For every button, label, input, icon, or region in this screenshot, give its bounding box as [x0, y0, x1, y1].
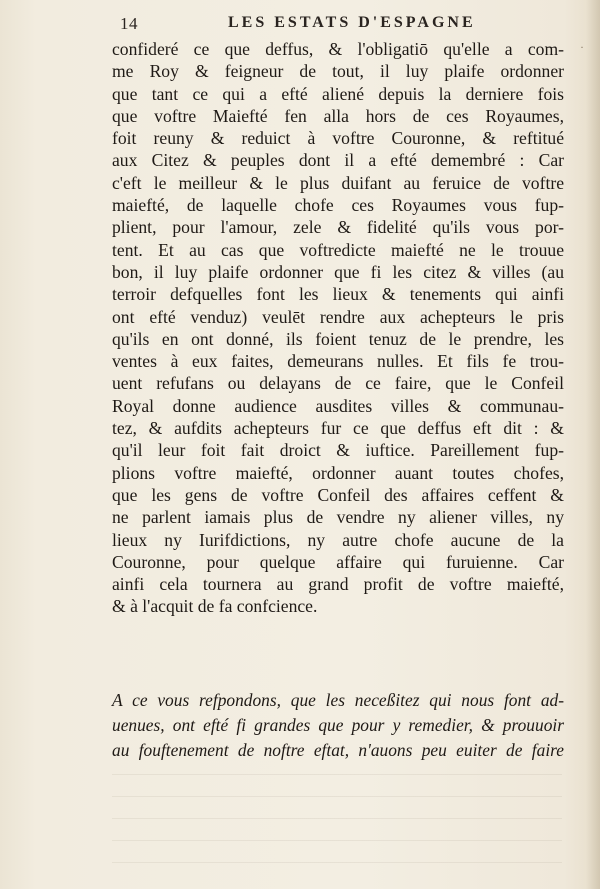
text-line: plions voftre maiefté, ordonner auant toutes chofes, — [112, 462, 564, 483]
text-line: tent. Et au cas que voftredicte maiefté ne le trouue — [112, 239, 564, 260]
text-line: c'eft le meilleur & le plus duifant au feruice de voftre — [112, 172, 564, 193]
text-line: que tant ce qui a efté aliené depuis la derniere fois — [112, 83, 564, 104]
margin-mark: · — [580, 40, 584, 54]
text-line: maiefté, de laquelle chofe ces Royaumes vous fup- — [112, 195, 564, 216]
running-head: LES ESTATS D'ESPAGNE — [228, 14, 476, 31]
text-line: me Roy & feigneur de tout, il luy plaife ordonner — [112, 61, 564, 82]
text-line: lieux ny Iurifdictions, ny autre chofe aucune de la — [112, 529, 564, 550]
text-line: foit reuny & reduict à voftre Couronne, & reftitué — [112, 128, 564, 149]
italic-text-line: A ce vous refpondons, que les neceßitez qui nous font ad- — [112, 690, 564, 710]
text-line: uent refufans ou delayans de ce faire, que le Confeil — [112, 373, 564, 394]
text-line: bon, il luy plaife ordonner que fi les citez & villes (au — [112, 261, 564, 282]
text-line: & à l'acquit de fa confcience. — [112, 596, 318, 617]
italic-text-line: au fouftenement de noftre eftat, n'auons peu euiter de faire — [112, 740, 564, 760]
text-line: ont efté venduz) veulēt rendre aux achepteurs le pris — [112, 306, 564, 327]
body-paragraph — [112, 38, 564, 618]
text-line: que voftre Maiefté fen alla hors de ces Royaumes, — [112, 105, 564, 126]
text-line: ne parlent iamais plus de vendre ny aliener villes, ny — [112, 507, 564, 528]
page-edge-shadow — [586, 0, 600, 889]
text-line: ainfi cela tournera au grand profit de voftre maiefté, — [112, 574, 564, 595]
text-line: confideré ce que deffus, & l'obligatiō qu'elle a com- — [112, 39, 564, 59]
text-line: qu'il leur foit fait droict & iuftice. Pareillement fup- — [112, 440, 564, 461]
italic-text-line: uenues, ont efté fi grandes que pour y remedier, & prouuoir — [112, 715, 564, 735]
page-number: 14 — [120, 14, 138, 33]
page-header — [108, 10, 570, 36]
text-line: terroir defquelles font les lieux & tenements qui ainfi — [112, 284, 564, 305]
paper-show-through — [112, 758, 562, 878]
text-line: Royal donne audience ausdites villes & communau- — [112, 395, 564, 416]
text-line: que les gens de voftre Confeil des affaires ceffent & — [112, 484, 564, 505]
text-line: ventes à eux faites, demeurans nulles. Et fils fe trou- — [112, 351, 564, 372]
italic-reply-paragraph — [112, 688, 564, 763]
text-line: Couronne, pour quelque affaire qui furuienne. Car — [112, 551, 564, 572]
text-line: tez, & aufdits achepteurs fur ce que deffus eft dit : & — [112, 418, 564, 439]
text-line: plient, pour l'amour, zele & fidelité qu'ils vous por- — [112, 217, 564, 238]
text-line: qu'ils en ont donné, ils foient tenuz de le prendre, les — [112, 328, 564, 349]
text-line: aux Citez & peuples dont il a efté demembré : Car — [112, 150, 564, 171]
